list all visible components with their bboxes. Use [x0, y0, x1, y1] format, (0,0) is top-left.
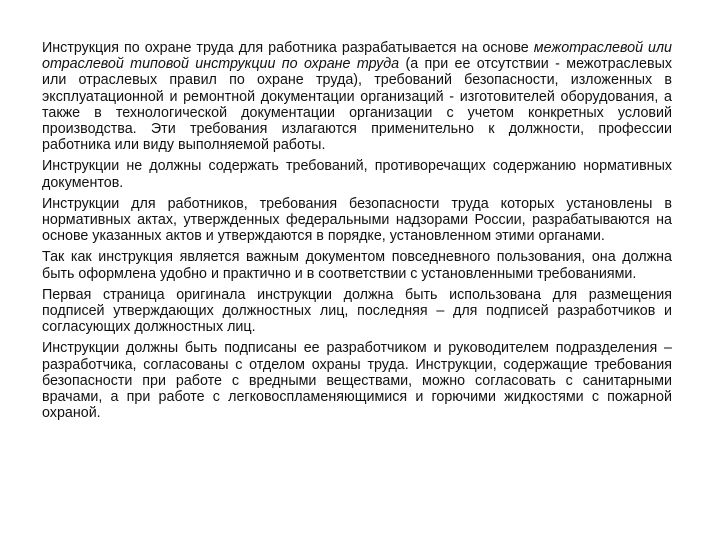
paragraph-6: Инструкции должны быть подписаны ее разработчиком и руководителем подразделения – разработчика, согласованы с отделом охраны труда. Инструкции, содержащие требования безопасности при работе с вредными веществами, можно согласовать с санитарными врачами, а при работе с легковоспламеняющимися и горючими жидкостями с пожарной охраной. — [42, 340, 672, 422]
paragraph-3: Инструкции для работников, требования безопасности труда которых установлены в нормативных актах, утвержденных федеральными надзорами России, разрабатываются на основе указанных актов и утверждаются в порядке, установленном этими органами. — [42, 195, 672, 245]
paragraph-2: Инструкции не должны содержать требований, противоречащих содержанию нормативных документов. — [42, 158, 672, 191]
paragraph-4: Так как инструкция является важным документом повседневного пользования, она должна быть оформлена удобно и практично и в соответствии с установленными требованиями. — [42, 249, 672, 282]
paragraph-1 — [42, 40, 672, 153]
paragraph-1-tail: (а при ее отсутствии - межотраслевых или отраслевых правил по охране труда), требований безопасности, изложенных в эксплуатационной и ремонтной документации организаций - изготовителей оборудования, а также в технологической документации организации с учетом конкретных условий производства. Эти требования излагаются применительно к должности, профессии работника или виду выполняемой работы. — [42, 56, 672, 154]
document-text — [42, 40, 672, 421]
paragraph-1-lead: Инструкция по охране труда для работника разрабатывается на основе — [42, 40, 534, 56]
paragraph-1-italic-phrase: межотраслевой или отраслевой типовой инструкции по охране труда — [42, 40, 673, 73]
paragraph-5: Первая страница оригинала инструкции должна быть использована для размещения подписей утверждающих должностных лиц, последняя – для подписей разработчиков и согласующих должностных лиц. — [42, 286, 672, 336]
